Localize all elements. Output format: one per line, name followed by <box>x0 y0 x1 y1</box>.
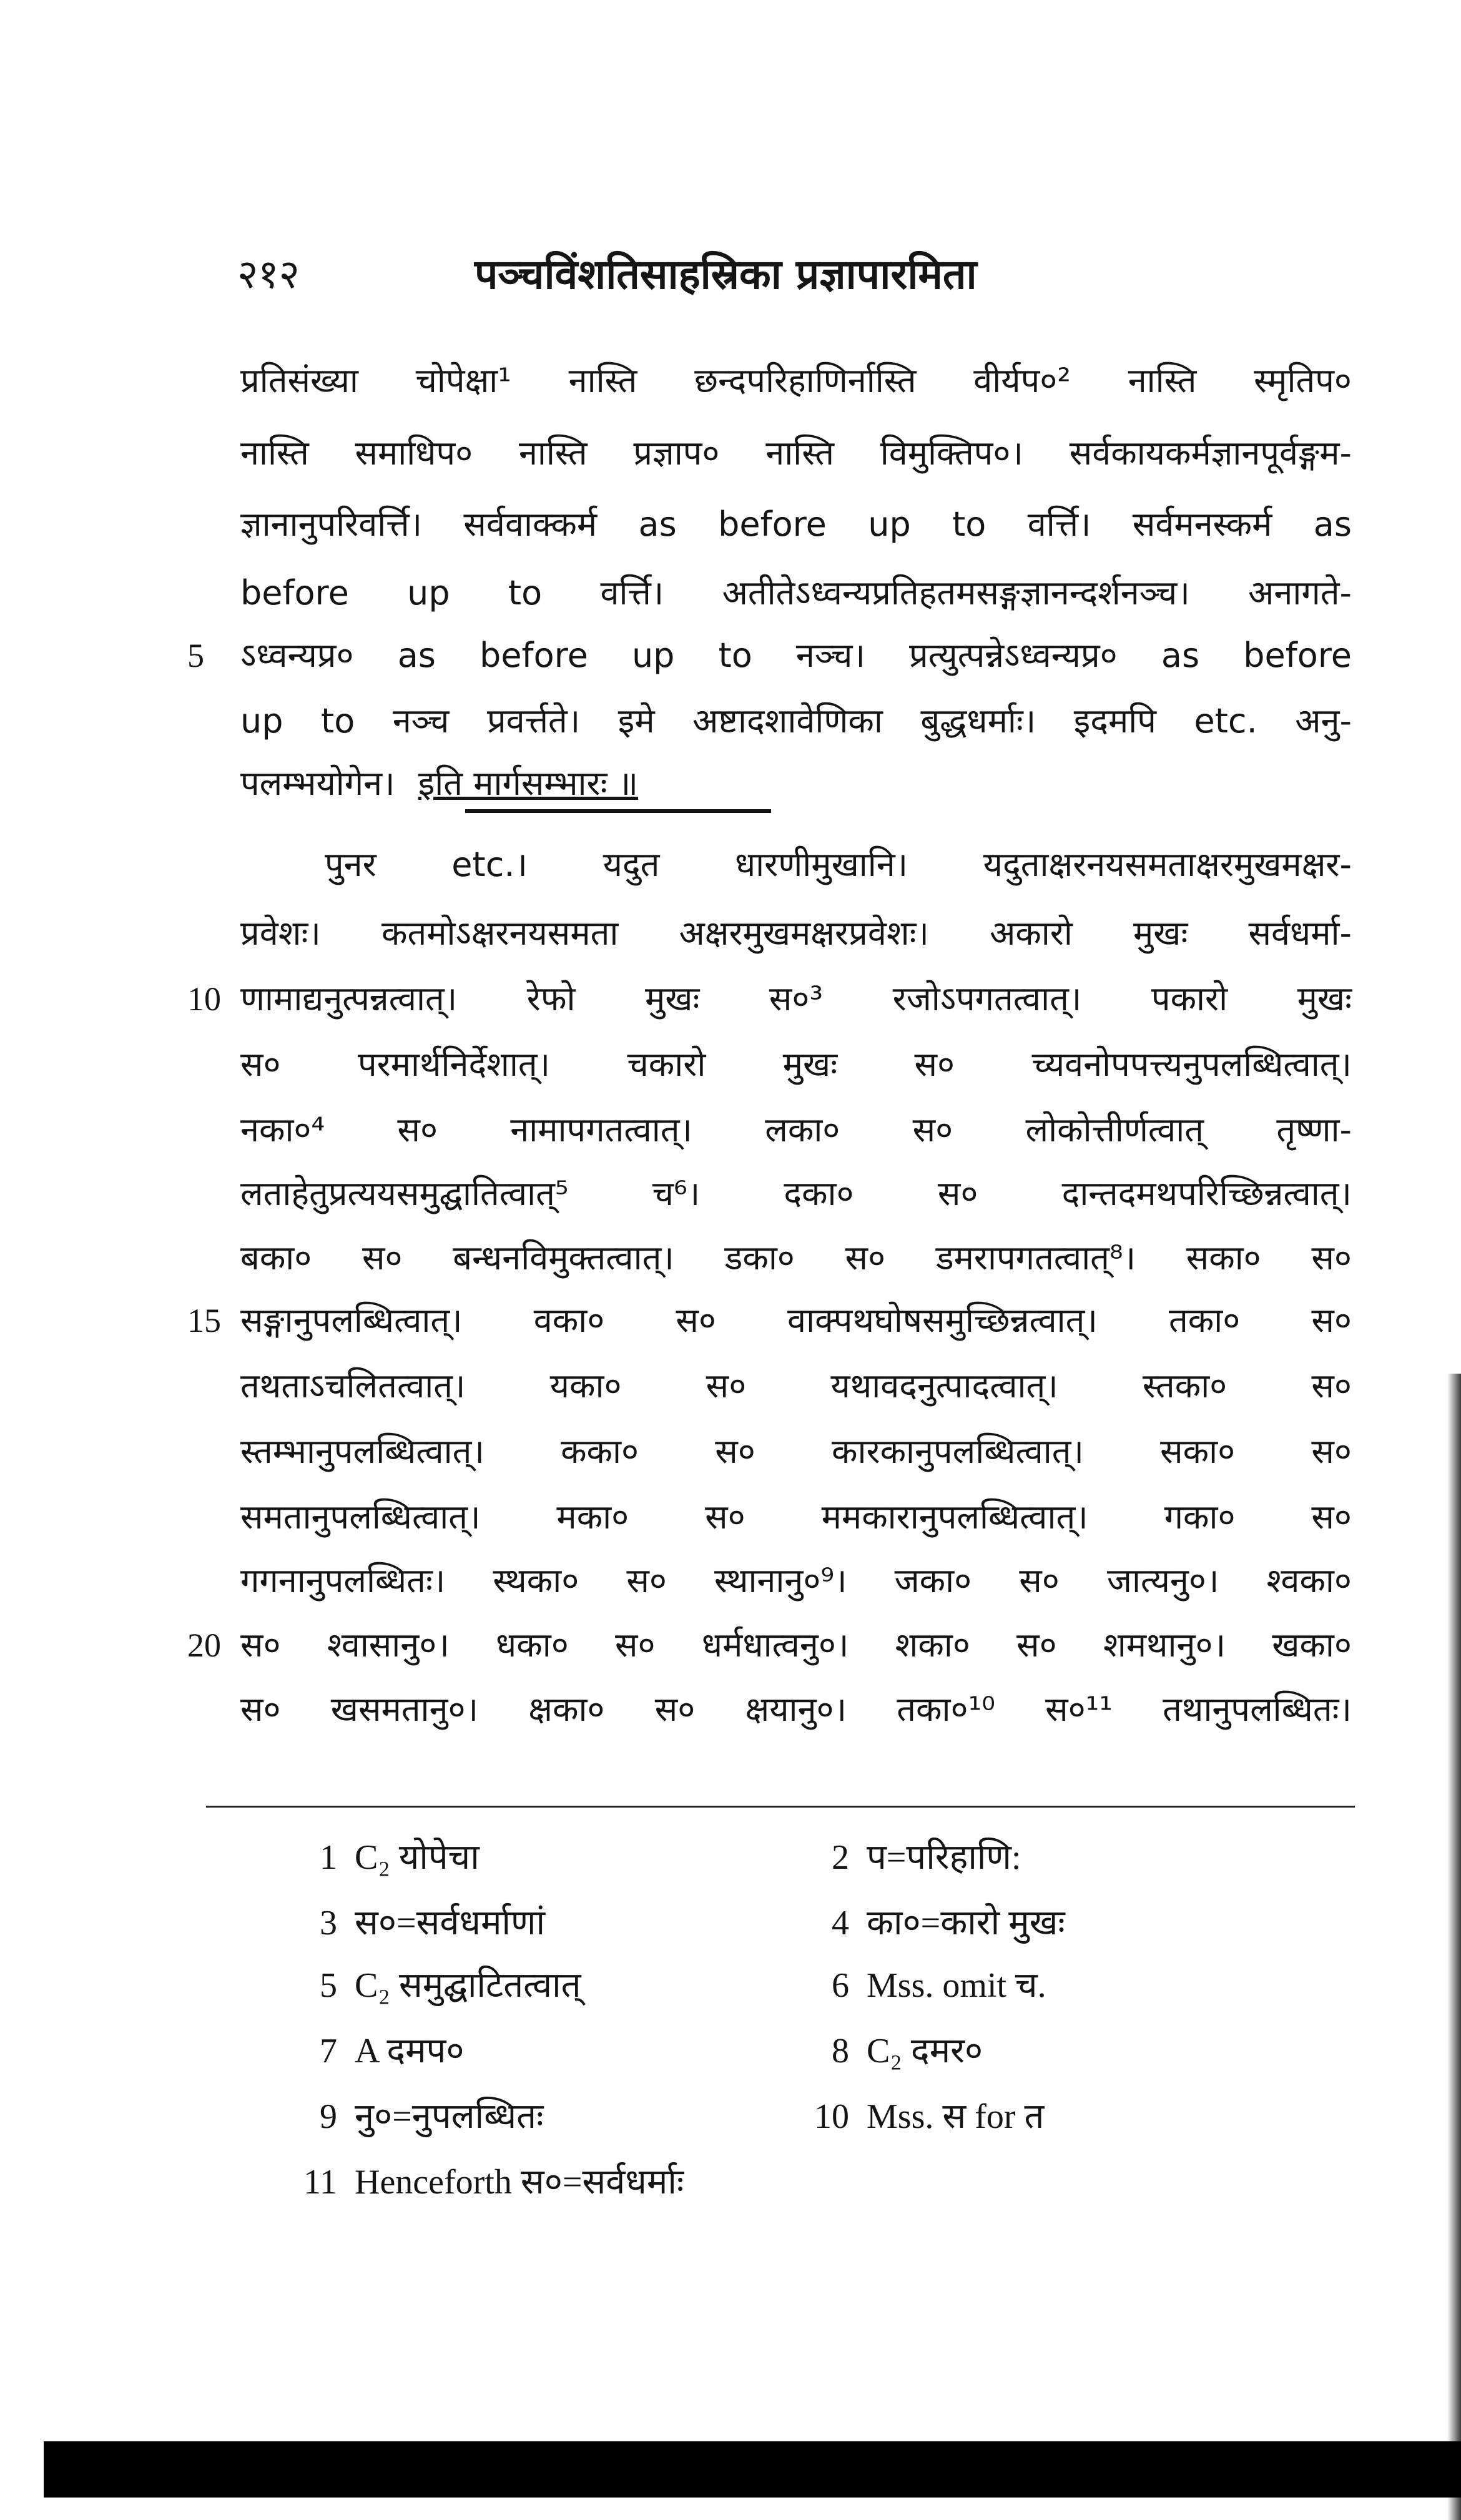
footnote-number: 9 <box>320 2097 337 2136</box>
footnote-text: Henceforth स०=सर्वधर्माः <box>355 2163 684 2202</box>
running-title: पञ्चविंशतिसाहस्रिका प्रज्ञापारमिता <box>475 250 977 298</box>
footnote <box>805 1898 1065 1948</box>
footnote-text: C₂ समुद्घाटितत्वात् <box>355 1966 581 2005</box>
footnote <box>805 2092 1044 2142</box>
text-line: स० परमार्थनिर्देशात्। चकारो मुखः स० च्यवनोपपत्त्यनुपलब्धित्वात्। <box>240 1045 1352 1084</box>
footnote-text: प=परिहाणि: <box>867 1838 1021 1877</box>
footnote <box>293 1961 581 2011</box>
text-line: गगनानुपलब्धितः। स्थका० स० स्थानानु०⁹। जका० स० जात्यनु०। श्वका० <box>240 1561 1352 1600</box>
text-line: स० श्वासानु०। धका० स० धर्मधात्वनु०। शका० स० शमथानु०। खका० <box>240 1625 1352 1665</box>
text-line: लताहेतुप्रत्ययसमुद्घातित्वात्⁵ च⁶। दका० स० दान्तदमथपरिच्छिन्नत्वात्। <box>240 1174 1352 1213</box>
footnote-text: स०=सर्वधर्माणां <box>355 1904 545 1942</box>
text-line: ज्ञानानुपरिवर्त्ति। सर्ववाक्कर्म as before up to वर्त्ति। सर्वमनस्कर्म as <box>240 504 1352 544</box>
footnote <box>805 1833 1021 1883</box>
page-number: २१२ <box>237 252 300 298</box>
text-line: बका० स० बन्धनविमुक्तत्वात्। डका० स० डमरापगतत्वात्⁸। सका० स० <box>240 1238 1352 1277</box>
line-number: 20 <box>187 1627 221 1664</box>
text-line: समतानुपलब्धित्वात्। मका० स० ममकारानुपलब्धित्वात्। गका० स० <box>240 1497 1352 1537</box>
text-line: स० खसमतानु०। क्षका० स० क्षयानु०। तका०¹⁰ स०¹¹ तथानुपलब्धितः। <box>240 1690 1352 1729</box>
footnote <box>805 2026 983 2076</box>
text-line: प्रतिसंख्या चोपेक्षा¹ नास्ति छन्दपरिहाणिर्नास्ति वीर्यप०² नास्ति स्मृतिप० <box>240 361 1352 400</box>
text-line <box>240 759 638 809</box>
footnote <box>293 2092 543 2142</box>
text-line: नास्ति समाधिप० नास्ति प्रज्ञाप० नास्ति विमुक्तिप०। सर्वकायकर्मज्ञानपूर्वङ्गम- <box>240 433 1352 473</box>
footnote <box>293 1898 545 1948</box>
footnote-text: Mss. omit च. <box>867 1966 1046 2005</box>
footnote-number: 11 <box>303 2163 337 2202</box>
footnote-number: 10 <box>814 2097 849 2136</box>
footnote-number: 1 <box>320 1838 337 1877</box>
footnote-text: नु०=नुपलब्धितः <box>355 2097 544 2136</box>
footnote-text: का०=कारो मुखः <box>867 1904 1065 1942</box>
footnote <box>293 2026 465 2076</box>
footnote-number: 2 <box>832 1838 849 1877</box>
scan-bottom-band <box>44 2441 1461 2498</box>
footnote <box>293 2157 684 2207</box>
text-line: प्रवेशः। कतमोऽक्षरनयसमता अक्षरमुखमक्षरप्रवेशः। अकारो मुखः सर्वधर्मा- <box>240 913 1352 953</box>
footnote-number: 5 <box>320 1966 337 2005</box>
footnote-number: 3 <box>320 1904 337 1942</box>
footnote-rule <box>206 1806 1355 1808</box>
text-line: णामाद्यनुत्पन्नत्वात्। रेफो मुखः स०³ रजोऽपगतत्वात्। पकारो मुखः <box>240 979 1352 1018</box>
footnote-number: 6 <box>832 1966 849 2005</box>
footnote-text: Mss. स for त <box>867 2097 1045 2136</box>
scan-edge-shadow <box>1447 1374 1461 2520</box>
text-line: before up to वर्त्ति। अतीतेऽध्वन्यप्रतिहतमसङ्गज्ञानन्दर्शनञ्च। अनागते- <box>240 573 1352 613</box>
text-line: तथताऽचलितत्वात्। यका० स० यथावदनुत्पादत्वात्। स्तका० स० <box>240 1366 1352 1405</box>
footnote-text: A दमप० <box>355 2032 465 2070</box>
text-line: सङ्गानुपलब्धित्वात्। वका० स० वाक्पथघोषसमुच्छिन्नत्वात्। तका० स० <box>240 1301 1352 1340</box>
footnote-number: 4 <box>832 1904 849 1942</box>
text-fragment: पलम्भयोगेन। <box>240 764 395 803</box>
line-number: 10 <box>187 980 221 1018</box>
section-end-marker: इति मार्गसम्भारः ॥ <box>418 764 639 803</box>
footnote-number: 8 <box>832 2032 849 2070</box>
line-number: 15 <box>187 1302 221 1339</box>
text-line: up to नञ्च प्रवर्त्तते। इमे अष्टादशावेणिका बुद्धधर्माः। इदमपि etc. अनु- <box>240 701 1352 741</box>
text-line: नका०⁴ स० नामापगतत्वात्। लका० स० लोकोत्तीर्णत्वात् तृष्णा- <box>240 1110 1352 1149</box>
footnote <box>805 1961 1046 2011</box>
footnote-text: C₂ योपेचा <box>355 1838 480 1877</box>
footnote-text: C₂ दमर० <box>867 2032 983 2070</box>
text-line: ऽध्वन्यप्र० as before up to नञ्च। प्रत्युत्पन्नेऽध्वन्यप्र० as before <box>240 636 1352 675</box>
text-line: स्तम्भानुपलब्धित्वात्। कका० स० कारकानुपलब्धित्वात्। सका० स० <box>240 1432 1352 1471</box>
text-line: पुनर etc.। यदुत धारणीमुखानि। यदुताक्षरनयसमताक्षरमुखमक्षर- <box>325 845 1352 884</box>
footnote-number: 7 <box>320 2032 337 2070</box>
line-number: 5 <box>187 637 204 674</box>
footnote <box>293 1833 480 1883</box>
section-end-underline <box>465 809 771 813</box>
